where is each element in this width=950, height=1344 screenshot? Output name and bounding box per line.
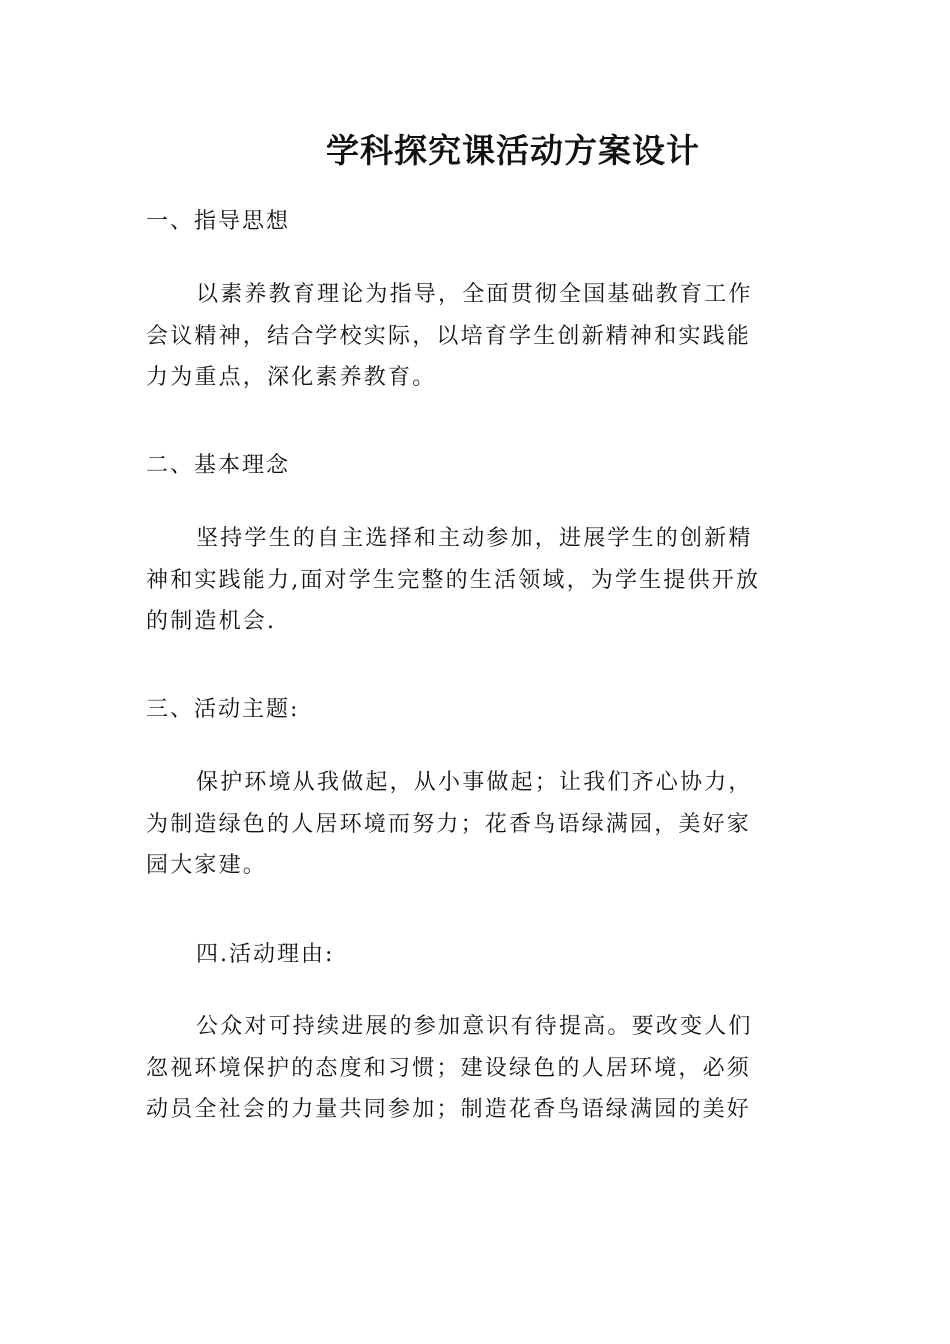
section-paragraph-basic-concept <box>146 518 806 643</box>
paragraph-line: 力为重点，深化素养教育。 <box>146 365 437 390</box>
paragraph-line: 园大家建。 <box>146 853 268 878</box>
section-paragraph-guiding-ideology <box>146 274 806 399</box>
paragraph-line: 动员全社会的力量共同参加；制造花香鸟语绿满园的美好 <box>146 1097 752 1122</box>
section-heading-basic-concept: 二、基本理念 <box>146 453 291 478</box>
paragraph-line: 坚持学生的自主选择和主动参加，进展学生的创新精 <box>196 526 753 551</box>
section-paragraph-activity-reason <box>146 1006 806 1131</box>
paragraph-line: 神和实践能力,面对学生完整的生活领域，为学生提供开放 <box>146 567 761 593</box>
paragraph-line: 保护环境从我做起，从小事做起；让我们齐心协力， <box>196 770 753 795</box>
section-heading-activity-theme: 三、活动主题: <box>146 697 300 722</box>
paragraph-line: 为制造绿色的人居环境而努力；花香鸟语绿满园，美好家 <box>146 811 752 837</box>
section-heading-activity-reason: 四.活动理由: <box>196 942 335 967</box>
paragraph-line: 会议精神，结合学校实际，以培育学生创新精神和实践能 <box>146 323 752 349</box>
paragraph-line: 公众对可持续进展的参加意识有待提高。要改变人们 <box>196 1014 753 1039</box>
paragraph-line: 的制造机会. <box>146 609 277 634</box>
section-paragraph-activity-theme <box>146 762 806 887</box>
document-title: 学科探究课活动方案设计 <box>326 131 700 170</box>
paragraph-line: 忽视环境保护的态度和习惯；建设绿色的人居环境，必须 <box>146 1055 752 1081</box>
paragraph-line: 以素养教育理论为指导，全面贯彻全国基础教育工作 <box>196 282 753 307</box>
section-heading-guiding-ideology: 一、指导思想 <box>146 209 291 234</box>
